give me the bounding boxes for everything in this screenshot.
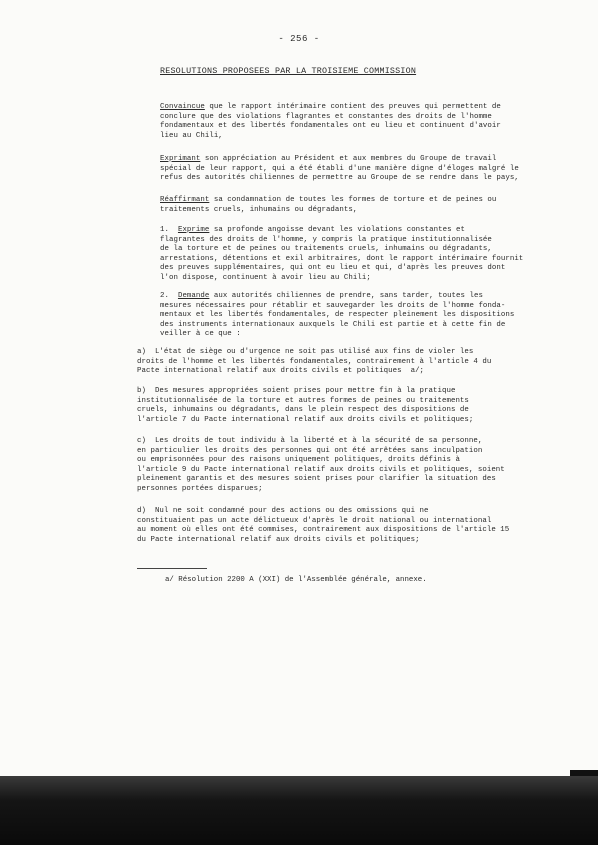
paragraph-text: que le rapport intérimaire contient des preuves qui permettent de conclure que des violations flagrantes et constantes des droits de l'homme fondamentaux et des libertés fondamentales ont eu lieu et continuent d'avoir lieu au Chili, xyxy=(160,103,501,140)
item-text: b) Des mesures appropriées soient prises pour mettre fin à la pratique institutionnalisée de la torture et autres formes de peines ou traitements cruels, inhumains ou dégradants, dans le plein respect des dispositions de l'article 7 du Pacte international relatif aux droits civils et politiques; xyxy=(137,387,474,424)
footnote-divider xyxy=(137,568,207,569)
section-heading: RESOLUTIONS PROPOSEES PAR LA TROISIEME COMMISSION xyxy=(160,66,417,76)
paragraph-lead: Convaincue xyxy=(160,103,205,111)
paragraph-text: aux autorités chiliennes de prendre, sans tarder, toutes les mesures nécessaires pour rétablir et sauvegarder les droits de l'homme fonda- mentaux et les libertés fondamentales, de respecter pleinement les dispositions des instruments internationaux auxquels le Chili est partie et à cette fin de veiller à ce que : xyxy=(160,292,515,339)
page-number: - 256 - xyxy=(278,34,320,44)
paragraph-text: sa profonde angoisse devant les violations constantes et flagrantes des droits de l'homme, y compris la pratique institutionnalisée de la torture et de peines ou traitements cruels, inhumains ou dégradants, arrestations, détentions et exil arbitraires, dont le rapport intérimaire fournit des preuves supplémentaires, qui ont eu lieu et qui, d'après les preuves dont l'on dispose, continuent à avoir lieu au Chili; xyxy=(160,226,524,282)
paragraph-lead: Demande xyxy=(177,292,210,300)
item-text: a) L'état de siège ou d'urgence ne soit pas utilisé aux fins de violer les droits de l'homme et les libertés fondamentales, contrairement à l'article 4 du Pacte international relatif aux droits civils et politiques a/; xyxy=(137,348,492,376)
paragraph-text: sa condamnation de toutes les formes de torture et de peines ou traitements cruels, inhumains ou dégradants, xyxy=(160,196,497,214)
item-c xyxy=(137,437,537,495)
paragraph-reaffirmant xyxy=(160,196,560,215)
paragraph-exprimant xyxy=(160,155,560,184)
paragraph-number: 1. xyxy=(160,226,178,234)
scan-shadow-band xyxy=(0,776,598,845)
item-text: c) Les droits de tout individu à la liberté et à la sécurité de sa personne, en particulier les droits des personnes qui ont été arrêtées sans inculpation ou emprisonnées pour des raisons uniquement politiques, droits définis à l'article 9 du Pacte international relatif aux droits civils et politiques, soient pleinement garantis et des mesures soient prises pour clarifier la situation des personnes portées disparues; xyxy=(137,437,505,493)
item-d xyxy=(137,507,537,545)
paragraph-number: 2. xyxy=(160,292,178,300)
paragraph-text: son appréciation au Président et aux membres du Groupe de travail spécial de leur rapport, qui a été établi d'une manière digne d'éloges malgré le refus des autorités chiliennes de permettre au Groupe de se rendre dans le pays, xyxy=(160,155,519,183)
item-b xyxy=(137,387,537,425)
item-text: d) Nul ne soit condamné pour des actions ou des omissions qui ne constituaient pas un acte délictueux d'après le droit national ou international au moment où elles ont été commises, contrairement aux dispositions de l'article 15 du Pacte international relatif aux droits civils et politiques; xyxy=(137,507,510,544)
paragraph-convaincue xyxy=(160,103,560,141)
footnote: a/ Résolution 2200 A (XXI) de l'Assemblée générale, annexe. xyxy=(165,576,427,584)
paragraph-2-demande xyxy=(160,292,560,340)
paragraph-lead: Réaffirmant xyxy=(160,196,210,204)
paragraph-lead: Exprime xyxy=(177,226,210,234)
paragraph-1-exprime xyxy=(160,226,560,284)
paragraph-lead: Exprimant xyxy=(160,155,201,163)
item-a xyxy=(137,348,537,377)
